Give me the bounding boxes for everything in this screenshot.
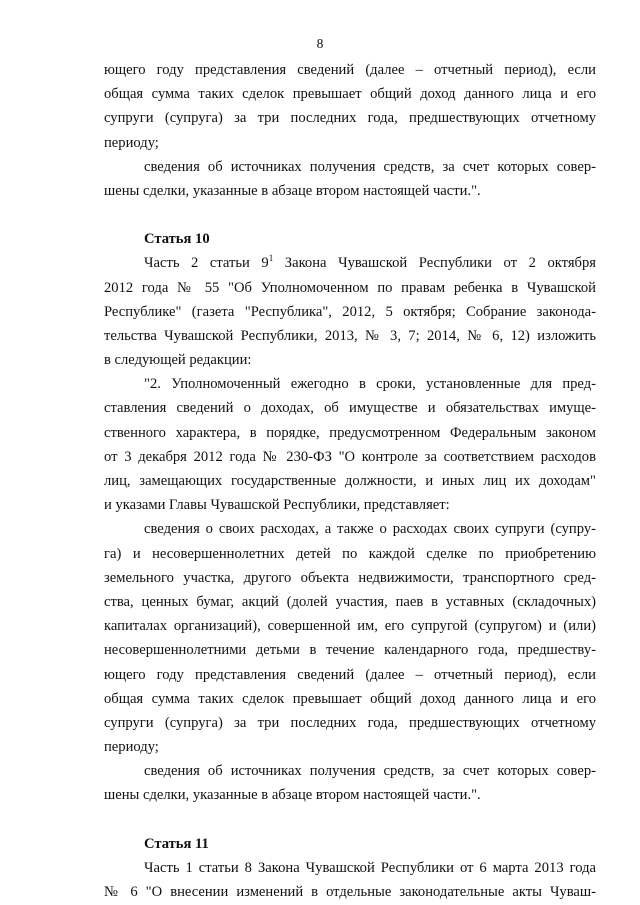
- text-line: тельства Чувашской Республики, 2013, № 3, 7; 2014, № 6, 12) изложить: [104, 327, 596, 344]
- text-line: № 6 "О внесении изменений в отдельные законодательные акты Чуваш-: [104, 884, 596, 900]
- text-line: периоду;: [104, 134, 159, 151]
- article-11-heading: Статья 11: [144, 835, 209, 852]
- text-line: ства, ценных бумаг, акций (долей участия, паев в уставных (складочных): [104, 593, 596, 610]
- text-line: общая сумма таких сделок превышает общий доход данного лица и его: [104, 690, 596, 707]
- paragraph-block-continuation: [104, 58, 596, 203]
- article-11-text: [104, 856, 596, 904]
- text-line: периоду;: [104, 739, 159, 756]
- text-line: от 3 декабря 2012 года № 230-ФЗ "О контроле за соответствием расходов: [104, 448, 596, 465]
- text-line: 2012 года № 55 "Об Уполномоченном по правам ребенка в Чувашской: [104, 279, 596, 296]
- document-body: [104, 58, 596, 904]
- text-line: Часть 1 статьи 8 Закона Чувашской Республики от 6 марта 2013 года: [144, 859, 596, 876]
- text-line: Республике" (газета "Республика", 2012, 5 октября; Собрание законода-: [104, 303, 596, 320]
- text-line: и указами Главы Чувашской Республики, представляет:: [104, 497, 450, 514]
- text-line: ющего году представления сведений (далее – отчетный период), если: [104, 62, 596, 78]
- text-line: ственного характера, в порядке, предусмотренном Федеральным законом: [104, 424, 596, 441]
- text-line: ющего году представления сведений (далее – отчетный период), если: [104, 666, 596, 683]
- text-line: лиц, замещающих государственные должности, и иных лиц их доходам": [104, 473, 596, 489]
- text-line: несовершеннолетними детьми в течение календарного года, предшеству-: [104, 642, 596, 659]
- text-line: земельного участка, другого объекта недвижимости, транспортного сред-: [104, 569, 596, 586]
- text-line: в следующей редакции:: [104, 352, 252, 369]
- text-line: супруги (супруга) за три последних года, предшествующих отчетному: [104, 714, 596, 731]
- text-line: капиталах организаций), совершенной им, его супругой (супругом) и (или): [104, 618, 596, 635]
- page-number: 8: [316, 36, 324, 51]
- text-line: шены сделки, указанные в абзаце втором настоящей части.".: [104, 787, 481, 804]
- text-line: шены сделки, указанные в абзаце втором настоящей части.".: [104, 182, 481, 199]
- article-10-heading: Статья 10: [144, 231, 210, 248]
- article-10-text: [104, 276, 596, 808]
- text-line: сведения об источниках получения средств, за счет которых совер-: [144, 763, 596, 780]
- text-line: га) и несовершеннолетних детей по каждой сделке по приобретению: [104, 545, 596, 562]
- text-line: общая сумма таких сделок превышает общий доход данного лица и его: [104, 86, 596, 103]
- text-line: супруги (супруга) за три последних года, предшествующих отчетному: [104, 110, 596, 127]
- text-line: сведения о своих расходах, а также о расходах своих супруги (супру-: [144, 521, 596, 538]
- text-line: "2. Уполномоченный ежегодно в сроки, установленные для пред-: [144, 376, 596, 393]
- article-10-intro-line: Часть 2 статьи $9^1$ Закона Чувашской Республики от 2 октября: [144, 253, 596, 272]
- text-line: ставления сведений о доходах, об имуществе и обязательствах имуще-: [104, 400, 596, 417]
- text-line: сведения об источниках получения средств, за счет которых совер-: [144, 158, 596, 175]
